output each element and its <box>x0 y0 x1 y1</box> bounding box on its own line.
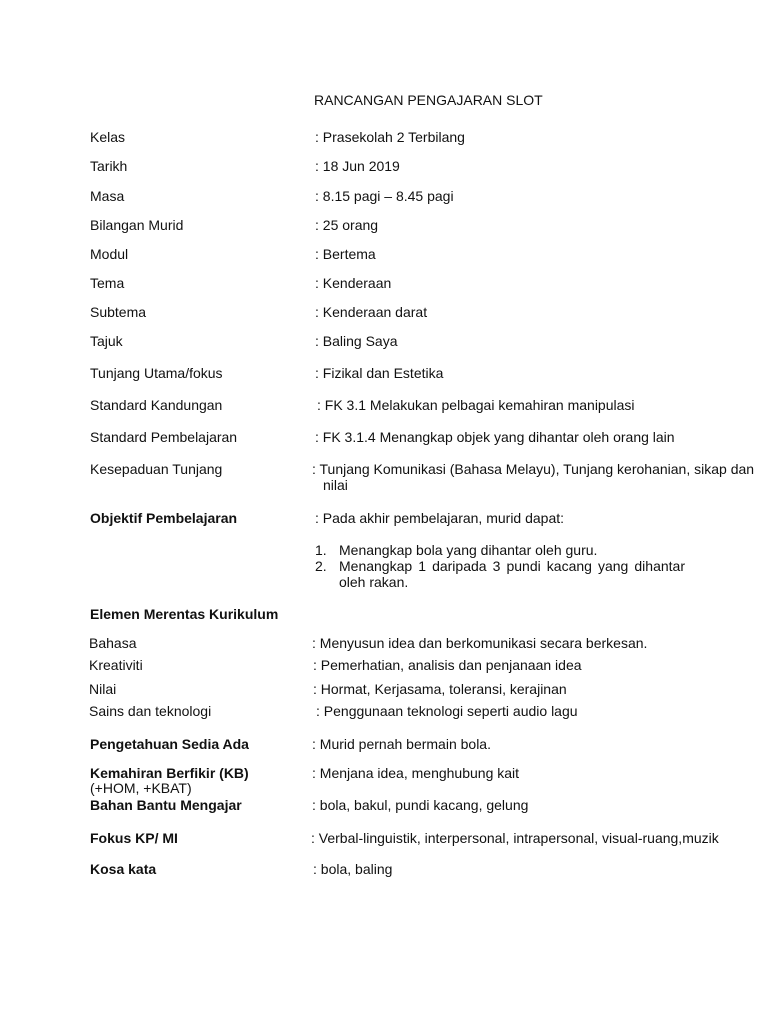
value-tunjang-utama: : Fizikal dan Estetika <box>315 365 444 381</box>
value-kelas: : Prasekolah 2 Terbilang <box>315 129 465 145</box>
value-standard-kandungan: : FK 3.1 Melakukan pelbagai kemahiran manipulasi <box>317 397 635 413</box>
value-tema: : Kenderaan <box>315 275 392 291</box>
value-bahan-bantu-mengajar: : bola, bakul, pundi kacang, gelung <box>312 797 529 813</box>
label-tarikh: Tarikh <box>90 158 128 174</box>
label-subtema: Subtema <box>90 304 147 320</box>
label-bahasa: Bahasa <box>89 635 137 651</box>
label-tajuk: Tajuk <box>90 333 123 349</box>
label-kemahiran-berfikir: Kemahiran Berfikir (KB) <box>90 765 249 781</box>
label-kesepaduan-tunjang: Kesepaduan Tunjang <box>90 461 223 477</box>
objective-number: 1. <box>315 542 327 558</box>
objective-item <box>315 542 685 558</box>
objective-text: Menangkap 1 daripada 3 pundi kacang yang dihantar oleh rakan. <box>339 558 685 590</box>
value-tajuk: : Baling Saya <box>315 333 398 349</box>
value-modul: : Bertema <box>315 246 376 262</box>
value-tarikh: : 18 Jun 2019 <box>315 158 400 174</box>
label-fokus-kp-mi: Fokus KP/ MI <box>90 830 178 846</box>
label-nilai: Nilai <box>89 681 117 697</box>
label-kreativiti: Kreativiti <box>89 657 143 673</box>
label-kemahiran-sub: (+HOM, +KBAT) <box>90 780 192 796</box>
value-masa: : 8.15 pagi – 8.45 pagi <box>315 188 454 204</box>
value-bahasa: : Menyusun idea dan berkomunikasi secara berkesan. <box>312 635 648 651</box>
label-objektif-pembelajaran: Objektif Pembelajaran <box>90 510 238 526</box>
objective-text: Menangkap bola yang dihantar oleh guru. <box>339 542 598 558</box>
label-bahan-bantu-mengajar: Bahan Bantu Mengajar <box>90 797 242 813</box>
value-kreativiti: : Pemerhatian, analisis dan penjanaan idea <box>313 657 582 673</box>
value-sains-teknologi: : Penggunaan teknologi seperti audio lagu <box>316 703 578 719</box>
document-title: RANCANGAN PENGAJARAN SLOT <box>314 92 543 108</box>
label-masa: Masa <box>90 188 125 204</box>
label-kosa-kata: Kosa kata <box>90 861 157 877</box>
label-sains-teknologi: Sains dan teknologi <box>89 703 212 719</box>
label-standard-pembelajaran: Standard Pembelajaran <box>90 429 238 445</box>
label-tunjang-utama: Tunjang Utama/fokus <box>90 365 223 381</box>
value-kesepaduan-text: : Tunjang Komunikasi (Bahasa Melayu), Tunjang kerohanian, sikap dan nilai <box>312 461 755 493</box>
value-kemahiran-berfikir: : Menjana idea, menghubung kait <box>312 765 520 781</box>
objective-number: 2. <box>315 558 327 574</box>
label-modul: Modul <box>90 246 129 262</box>
value-pengetahuan-sedia-ada: : Murid pernah bermain bola. <box>312 736 491 752</box>
value-fokus-kp-mi: : Verbal-linguistik, interpersonal, intrapersonal, visual-ruang,muzik <box>311 830 719 846</box>
value-kosa-kata: : bola, baling <box>313 861 393 877</box>
value-bilangan-murid: : 25 orang <box>315 217 379 233</box>
objective-item <box>315 558 685 590</box>
emk-heading: Elemen Merentas Kurikulum <box>90 606 279 622</box>
value-kesepaduan-tunjang <box>312 461 757 493</box>
label-bilangan-murid: Bilangan Murid <box>90 217 184 233</box>
objective-list <box>315 542 685 590</box>
label-pengetahuan-sedia-ada: Pengetahuan Sedia Ada <box>90 736 249 752</box>
value-objektif-pembelajaran: : Pada akhir pembelajaran, murid dapat: <box>315 510 565 526</box>
label-tema: Tema <box>90 275 125 291</box>
value-standard-pembelajaran: : FK 3.1.4 Menangkap objek yang dihantar oleh orang lain <box>315 429 675 445</box>
value-nilai: : Hormat, Kerjasama, toleransi, kerajinan <box>313 681 567 697</box>
label-standard-kandungan: Standard Kandungan <box>90 397 223 413</box>
value-subtema: : Kenderaan darat <box>315 304 428 320</box>
label-kelas: Kelas <box>90 129 126 145</box>
